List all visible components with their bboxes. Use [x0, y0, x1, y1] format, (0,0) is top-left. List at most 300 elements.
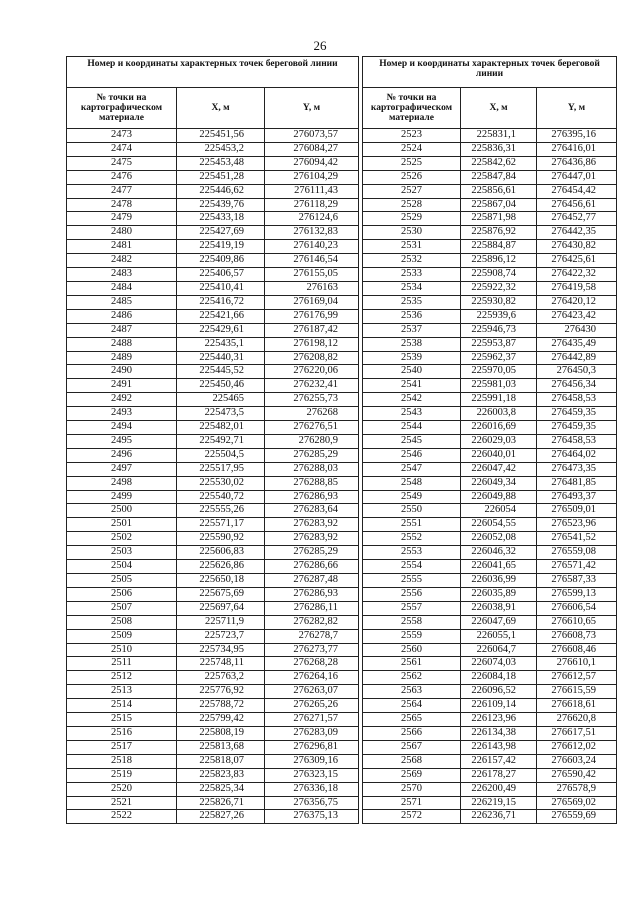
- x-coordinate-cell: 225799,42: [177, 713, 265, 727]
- x-coordinate-cell: 225435,1: [177, 337, 265, 351]
- point-number-cell: 2553: [363, 546, 461, 560]
- y-coordinate-cell: 276278,7: [265, 629, 359, 643]
- point-number-cell: 2572: [363, 810, 461, 824]
- point-number-cell: 2565: [363, 713, 461, 727]
- table-row: [67, 156, 359, 170]
- y-coordinate-cell: 276268: [265, 407, 359, 421]
- y-coordinate-cell: 276283,09: [265, 726, 359, 740]
- y-coordinate-cell: 276447,01: [537, 170, 617, 184]
- x-coordinate-cell: 225871,98: [461, 212, 537, 226]
- table-row: [363, 643, 617, 657]
- x-coordinate-cell: 226084,18: [461, 671, 537, 685]
- point-number-cell: 2547: [363, 462, 461, 476]
- x-coordinate-cell: 226134,38: [461, 726, 537, 740]
- table-row: [67, 685, 359, 699]
- x-coordinate-cell: 226064,7: [461, 643, 537, 657]
- table-row: [363, 768, 617, 782]
- table-row: [67, 532, 359, 546]
- point-number-cell: 2549: [363, 490, 461, 504]
- table-row: [363, 379, 617, 393]
- x-coordinate-cell: 225847,84: [461, 170, 537, 184]
- y-coordinate-cell: 276268,28: [265, 657, 359, 671]
- y-coordinate-cell: 276617,51: [537, 726, 617, 740]
- point-number-cell: 2495: [67, 434, 177, 448]
- x-coordinate-cell: 225734,95: [177, 643, 265, 657]
- table-row: [363, 699, 617, 713]
- table-row: [67, 365, 359, 379]
- y-coordinate-cell: 276459,35: [537, 421, 617, 435]
- table-row: [67, 254, 359, 268]
- x-coordinate-cell: 226040,01: [461, 448, 537, 462]
- point-number-cell: 2490: [67, 365, 177, 379]
- point-number-cell: 2564: [363, 699, 461, 713]
- table-row: [363, 671, 617, 685]
- table-row: [363, 685, 617, 699]
- point-number-cell: 2520: [67, 782, 177, 796]
- y-coordinate-cell: 276176,99: [265, 309, 359, 323]
- table-row: [67, 309, 359, 323]
- table-row: [363, 532, 617, 546]
- y-coordinate-cell: 276541,52: [537, 532, 617, 546]
- y-coordinate-cell: 276286,11: [265, 601, 359, 615]
- table-row: [67, 462, 359, 476]
- x-coordinate-cell: 225606,83: [177, 546, 265, 560]
- y-coordinate-cell: 276559,08: [537, 546, 617, 560]
- x-coordinate-cell: 225482,01: [177, 421, 265, 435]
- x-coordinate-cell: 226178,27: [461, 768, 537, 782]
- x-coordinate-cell: 226049,34: [461, 476, 537, 490]
- y-coordinate-cell: 276282,82: [265, 615, 359, 629]
- y-coordinate-cell: 276419,58: [537, 281, 617, 295]
- table-row: [363, 796, 617, 810]
- point-number-cell: 2478: [67, 198, 177, 212]
- y-coordinate-cell: 276423,42: [537, 309, 617, 323]
- table-row: [363, 240, 617, 254]
- table-row: [67, 184, 359, 198]
- point-number-cell: 2511: [67, 657, 177, 671]
- point-number-cell: 2489: [67, 351, 177, 365]
- table-row: [67, 615, 359, 629]
- x-coordinate-cell: 225440,31: [177, 351, 265, 365]
- point-number-cell: 2542: [363, 393, 461, 407]
- x-coordinate-cell: 226236,71: [461, 810, 537, 824]
- y-coordinate-cell: 276569,02: [537, 796, 617, 810]
- x-coordinate-cell: 225836,31: [461, 142, 537, 156]
- x-coordinate-cell: 225439,76: [177, 198, 265, 212]
- point-number-cell: 2509: [67, 629, 177, 643]
- table-row: [67, 643, 359, 657]
- coordinates-table-right: [362, 56, 617, 824]
- y-coordinate-cell: 276578,9: [537, 782, 617, 796]
- point-number-cell: 2515: [67, 713, 177, 727]
- point-number-cell: 2519: [67, 768, 177, 782]
- y-coordinate-cell: 276146,54: [265, 254, 359, 268]
- x-coordinate-cell: 225530,02: [177, 476, 265, 490]
- y-coordinate-cell: 276612,57: [537, 671, 617, 685]
- point-number-cell: 2550: [363, 504, 461, 518]
- x-coordinate-cell: 225419,19: [177, 240, 265, 254]
- point-number-cell: 2474: [67, 142, 177, 156]
- table-row: [67, 810, 359, 824]
- point-number-cell: 2492: [67, 393, 177, 407]
- table-row: [67, 323, 359, 337]
- x-coordinate-cell: 225825,34: [177, 782, 265, 796]
- x-coordinate-cell: 225827,26: [177, 810, 265, 824]
- x-coordinate-cell: 225473,5: [177, 407, 265, 421]
- y-coordinate-cell: 276232,41: [265, 379, 359, 393]
- y-coordinate-cell: 276603,24: [537, 754, 617, 768]
- x-coordinate-cell: 225433,18: [177, 212, 265, 226]
- table-row: [67, 448, 359, 462]
- table-row: [363, 615, 617, 629]
- x-coordinate-cell: 226029,03: [461, 434, 537, 448]
- point-number-cell: 2488: [67, 337, 177, 351]
- x-coordinate-cell: 226046,32: [461, 546, 537, 560]
- table-row: [67, 240, 359, 254]
- y-coordinate-cell: 276464,02: [537, 448, 617, 462]
- table-row: [363, 281, 617, 295]
- y-coordinate-cell: 276608,46: [537, 643, 617, 657]
- y-coordinate-cell: 276458,53: [537, 393, 617, 407]
- y-coordinate-cell: 276255,73: [265, 393, 359, 407]
- y-coordinate-cell: 276220,06: [265, 365, 359, 379]
- x-coordinate-cell: 225650,18: [177, 574, 265, 588]
- table-row: [363, 490, 617, 504]
- x-coordinate-cell: 225697,64: [177, 601, 265, 615]
- point-number-cell: 2487: [67, 323, 177, 337]
- x-coordinate-cell: 225763,2: [177, 671, 265, 685]
- table-row: [363, 198, 617, 212]
- y-coordinate-cell: 276111,43: [265, 184, 359, 198]
- table-row: [67, 657, 359, 671]
- point-number-cell: 2561: [363, 657, 461, 671]
- x-coordinate-cell: 225675,69: [177, 587, 265, 601]
- point-number-cell: 2494: [67, 421, 177, 435]
- y-coordinate-cell: 276132,83: [265, 226, 359, 240]
- x-coordinate-cell: 226157,42: [461, 754, 537, 768]
- point-number-cell: 2485: [67, 295, 177, 309]
- point-number-cell: 2541: [363, 379, 461, 393]
- point-number-cell: 2496: [67, 448, 177, 462]
- x-coordinate-cell: 225406,57: [177, 268, 265, 282]
- point-number-header: № точки на картографическом материале: [67, 88, 177, 129]
- x-coordinate-cell: 226049,88: [461, 490, 537, 504]
- table-row: [363, 476, 617, 490]
- table-row: [67, 337, 359, 351]
- point-number-cell: 2533: [363, 268, 461, 282]
- y-coordinate-cell: 276356,75: [265, 796, 359, 810]
- table-row: [363, 254, 617, 268]
- point-number-cell: 2526: [363, 170, 461, 184]
- y-coordinate-cell: 276590,42: [537, 768, 617, 782]
- y-coordinate-cell: 276271,57: [265, 713, 359, 727]
- table-row: [363, 782, 617, 796]
- point-number-cell: 2560: [363, 643, 461, 657]
- point-number-cell: 2544: [363, 421, 461, 435]
- point-number-cell: 2498: [67, 476, 177, 490]
- point-number-cell: 2571: [363, 796, 461, 810]
- y-coordinate-cell: 276288,03: [265, 462, 359, 476]
- x-coordinate-cell: 225492,71: [177, 434, 265, 448]
- table-row: [363, 351, 617, 365]
- y-coordinate-cell: 276265,26: [265, 699, 359, 713]
- table-row: [363, 560, 617, 574]
- y-coordinate-cell: 276155,05: [265, 268, 359, 282]
- point-number-cell: 2545: [363, 434, 461, 448]
- point-number-cell: 2514: [67, 699, 177, 713]
- x-coordinate-cell: 225953,87: [461, 337, 537, 351]
- x-coordinate-cell: 226003,8: [461, 407, 537, 421]
- y-coordinate-cell: 276523,96: [537, 518, 617, 532]
- y-coordinate-cell: 276118,29: [265, 198, 359, 212]
- table-row: [67, 198, 359, 212]
- x-coordinate-cell: 225465: [177, 393, 265, 407]
- y-coordinate-cell: 276473,35: [537, 462, 617, 476]
- table-row: [67, 699, 359, 713]
- y-coordinate-cell: 276615,59: [537, 685, 617, 699]
- x-coordinate-cell: 225922,32: [461, 281, 537, 295]
- y-coordinate-cell: 276420,12: [537, 295, 617, 309]
- point-number-cell: 2497: [67, 462, 177, 476]
- y-coordinate-cell: 276454,42: [537, 184, 617, 198]
- table-row: [363, 268, 617, 282]
- table-row: [363, 421, 617, 435]
- point-number-cell: 2501: [67, 518, 177, 532]
- table-row: [67, 170, 359, 184]
- x-coordinate-cell: 226109,14: [461, 699, 537, 713]
- y-coordinate-cell: 276452,77: [537, 212, 617, 226]
- table-row: [363, 309, 617, 323]
- x-coordinate-cell: 225867,04: [461, 198, 537, 212]
- x-coordinate-cell: 226055,1: [461, 629, 537, 643]
- table-row: [363, 629, 617, 643]
- x-coordinate-cell: 225571,17: [177, 518, 265, 532]
- table-row: [67, 268, 359, 282]
- table-row: [363, 295, 617, 309]
- y-coordinate-cell: 276425,61: [537, 254, 617, 268]
- x-coordinate-cell: 225409,86: [177, 254, 265, 268]
- table-row: [67, 629, 359, 643]
- y-coordinate-cell: 276618,61: [537, 699, 617, 713]
- y-coordinate-cell: 276606,54: [537, 601, 617, 615]
- table-row: [363, 393, 617, 407]
- table-row: [363, 518, 617, 532]
- point-number-cell: 2531: [363, 240, 461, 254]
- point-number-cell: 2504: [67, 560, 177, 574]
- y-coordinate-cell: 276286,93: [265, 587, 359, 601]
- y-coordinate-cell: 276263,07: [265, 685, 359, 699]
- point-number-cell: 2503: [67, 546, 177, 560]
- point-number-cell: 2506: [67, 587, 177, 601]
- x-coordinate-cell: 225723,7: [177, 629, 265, 643]
- y-coordinate-cell: 276456,61: [537, 198, 617, 212]
- table-row: [363, 337, 617, 351]
- table-row: [363, 740, 617, 754]
- x-coordinate-cell: 225427,69: [177, 226, 265, 240]
- x-coordinate-cell: 225776,92: [177, 685, 265, 699]
- x-coordinate-cell: 225808,19: [177, 726, 265, 740]
- y-coordinate-cell: 276273,77: [265, 643, 359, 657]
- table-row: [363, 448, 617, 462]
- y-coordinate-cell: 276456,34: [537, 379, 617, 393]
- x-coordinate-cell: 225884,87: [461, 240, 537, 254]
- table-row: [363, 365, 617, 379]
- x-coordinate-cell: 225540,72: [177, 490, 265, 504]
- table-row: [363, 212, 617, 226]
- x-coordinate-cell: 226096,52: [461, 685, 537, 699]
- point-number-cell: 2567: [363, 740, 461, 754]
- table-row: [67, 476, 359, 490]
- table-row: [67, 142, 359, 156]
- point-number-cell: 2559: [363, 629, 461, 643]
- y-coordinate-cell: 276323,15: [265, 768, 359, 782]
- y-coordinate-cell: 276280,9: [265, 434, 359, 448]
- y-coordinate-cell: 276610,1: [537, 657, 617, 671]
- table-row: [67, 546, 359, 560]
- x-coordinate-cell: 225504,5: [177, 448, 265, 462]
- y-coordinate-cell: 276620,8: [537, 713, 617, 727]
- point-number-cell: 2546: [363, 448, 461, 462]
- point-number-cell: 2555: [363, 574, 461, 588]
- point-number-cell: 2539: [363, 351, 461, 365]
- table-row: [363, 587, 617, 601]
- point-number-cell: 2512: [67, 671, 177, 685]
- point-number-cell: 2481: [67, 240, 177, 254]
- x-coordinate-cell: 225446,62: [177, 184, 265, 198]
- table-row: [67, 226, 359, 240]
- point-number-cell: 2505: [67, 574, 177, 588]
- point-number-cell: 2522: [67, 810, 177, 824]
- table-row: [67, 351, 359, 365]
- x-coordinate-cell: 225451,56: [177, 129, 265, 143]
- y-coordinate-cell: 276430,82: [537, 240, 617, 254]
- y-coordinate-cell: 276375,13: [265, 810, 359, 824]
- y-coordinate-cell: 276559,69: [537, 810, 617, 824]
- table-row: [363, 601, 617, 615]
- y-coordinate-cell: 276169,04: [265, 295, 359, 309]
- x-coordinate-cell: 225856,61: [461, 184, 537, 198]
- point-number-cell: 2499: [67, 490, 177, 504]
- table-row: [363, 810, 617, 824]
- point-number-cell: 2473: [67, 129, 177, 143]
- point-number-cell: 2569: [363, 768, 461, 782]
- table-row: [67, 379, 359, 393]
- y-coordinate-cell: 276481,85: [537, 476, 617, 490]
- point-number-cell: 2493: [67, 407, 177, 421]
- table-row: [67, 504, 359, 518]
- table-row: [363, 129, 617, 143]
- y-coordinate-cell: 276599,13: [537, 587, 617, 601]
- point-number-cell: 2475: [67, 156, 177, 170]
- table-row: [363, 156, 617, 170]
- x-coordinate-cell: 225981,03: [461, 379, 537, 393]
- table-row: [67, 671, 359, 685]
- x-coordinate-cell: 226035,89: [461, 587, 537, 601]
- y-coordinate-cell: 276336,18: [265, 782, 359, 796]
- y-coordinate-cell: 276571,42: [537, 560, 617, 574]
- table-row: [67, 129, 359, 143]
- table-row: [363, 462, 617, 476]
- x-coordinate-cell: 226054,55: [461, 518, 537, 532]
- y-coordinate-cell: 276285,29: [265, 546, 359, 560]
- y-coordinate-cell: 276493,37: [537, 490, 617, 504]
- y-coordinate-cell: 276435,49: [537, 337, 617, 351]
- y-coordinate-cell: 276283,92: [265, 532, 359, 546]
- x-coordinate-cell: 225813,68: [177, 740, 265, 754]
- x-coordinate-cell: 225416,72: [177, 295, 265, 309]
- point-number-cell: 2551: [363, 518, 461, 532]
- table-row: [67, 754, 359, 768]
- x-coordinate-cell: 225626,86: [177, 560, 265, 574]
- point-number-cell: 2502: [67, 532, 177, 546]
- point-number-cell: 2534: [363, 281, 461, 295]
- y-coordinate-cell: 276459,35: [537, 407, 617, 421]
- x-coordinate-cell: 225517,95: [177, 462, 265, 476]
- table-row: [363, 574, 617, 588]
- table-title: Номер и координаты характерных точек береговой линии: [363, 57, 617, 88]
- x-coordinate-cell: 226047,69: [461, 615, 537, 629]
- table-row: [363, 170, 617, 184]
- table-row: [363, 713, 617, 727]
- x-coordinate-cell: 225450,46: [177, 379, 265, 393]
- point-number-cell: 2518: [67, 754, 177, 768]
- point-number-cell: 2500: [67, 504, 177, 518]
- table-title: Номер и координаты характерных точек береговой линии: [67, 57, 359, 88]
- y-coordinate-cell: 276094,42: [265, 156, 359, 170]
- y-coordinate-cell: 276309,16: [265, 754, 359, 768]
- point-number-cell: 2536: [363, 309, 461, 323]
- x-coordinate-cell: 225590,92: [177, 532, 265, 546]
- point-number-cell: 2548: [363, 476, 461, 490]
- x-coordinate-cell: 225946,73: [461, 323, 537, 337]
- point-number-cell: 2524: [363, 142, 461, 156]
- point-number-cell: 2510: [67, 643, 177, 657]
- point-number-cell: 2538: [363, 337, 461, 351]
- table-row: [363, 407, 617, 421]
- table-row: [67, 768, 359, 782]
- y-coordinate-cell: 276073,57: [265, 129, 359, 143]
- point-number-cell: 2530: [363, 226, 461, 240]
- point-number-cell: 2554: [363, 560, 461, 574]
- x-coordinate-cell: 225410,41: [177, 281, 265, 295]
- point-number-cell: 2508: [67, 615, 177, 629]
- point-number-cell: 2535: [363, 295, 461, 309]
- x-coordinate-cell: 226047,42: [461, 462, 537, 476]
- point-number-header: № точки на картографическом материале: [363, 88, 461, 129]
- x-coordinate-cell: 226200,49: [461, 782, 537, 796]
- x-coordinate-cell: 225962,37: [461, 351, 537, 365]
- x-coordinate-cell: 225896,12: [461, 254, 537, 268]
- point-number-cell: 2480: [67, 226, 177, 240]
- x-coordinate-cell: 225842,62: [461, 156, 537, 170]
- table-row: [67, 587, 359, 601]
- table-row: [363, 184, 617, 198]
- x-coordinate-cell: 226219,15: [461, 796, 537, 810]
- x-coordinate-cell: 226074,03: [461, 657, 537, 671]
- y-coordinate-cell: 276509,01: [537, 504, 617, 518]
- coordinates-table-left: [66, 56, 359, 824]
- table-row: [67, 490, 359, 504]
- table-row: [67, 726, 359, 740]
- point-number-cell: 2525: [363, 156, 461, 170]
- x-coordinate-cell: 225823,83: [177, 768, 265, 782]
- y-coordinate-cell: 276287,48: [265, 574, 359, 588]
- y-coordinate-cell: 276458,53: [537, 434, 617, 448]
- point-number-cell: 2484: [67, 281, 177, 295]
- y-coordinate-cell: 276285,29: [265, 448, 359, 462]
- point-number-cell: 2532: [363, 254, 461, 268]
- y-coordinate-cell: 276612,02: [537, 740, 617, 754]
